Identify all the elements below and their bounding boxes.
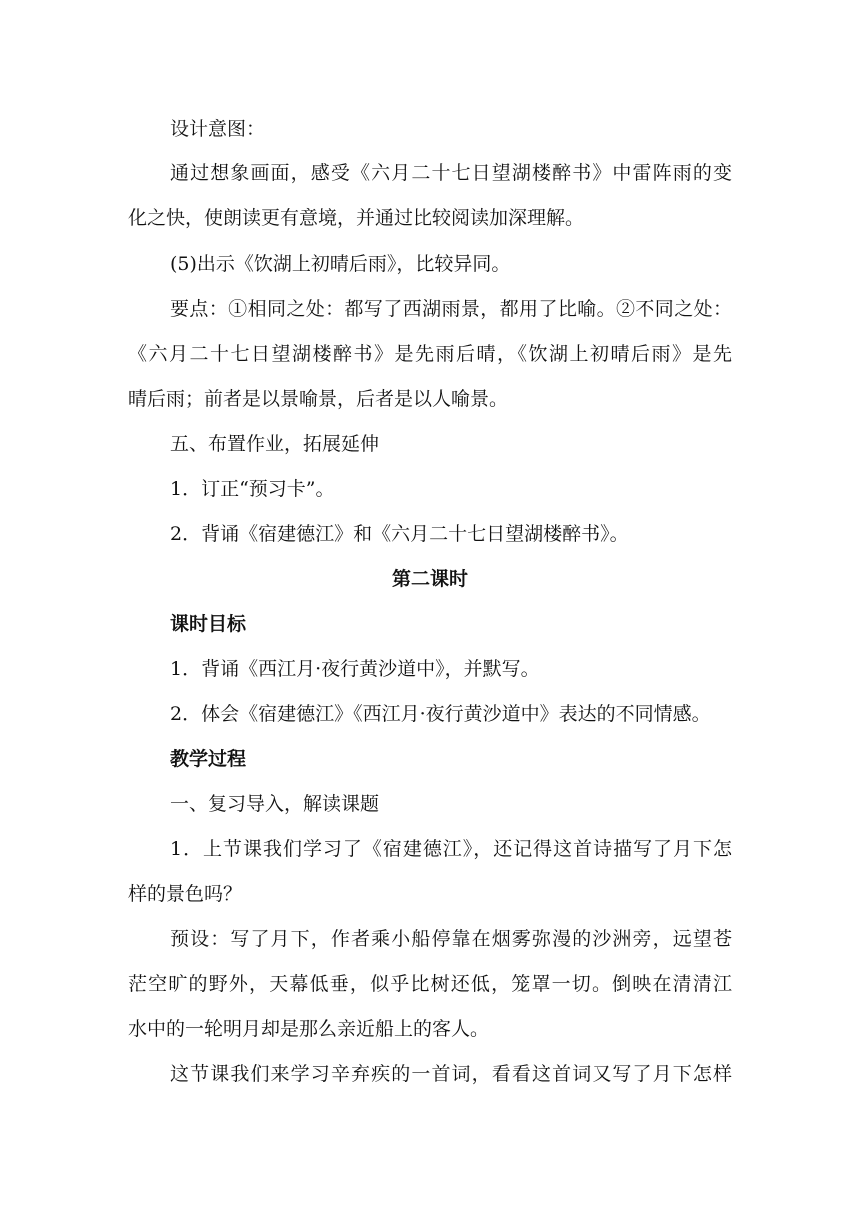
paragraph-preset-answer-line2: 茫空旷的野外，天幕低垂，似乎比树还低，笼罩一切。倒映在清清江 bbox=[128, 973, 732, 995]
section-heading-homework: 五、布置作业，拓展延伸 bbox=[170, 433, 380, 455]
paragraph-review-question-line2: 样的景色吗？ bbox=[128, 883, 243, 905]
list-item-homework-2: 2．背诵《宿建德江》和《六月二十七日望湖楼醉书》。 bbox=[170, 523, 629, 545]
lesson-title: 第二课时 bbox=[391, 568, 468, 590]
paragraph-key-points-line2: 《六月二十七日望湖楼醉书》是先雨后晴，《饮湖上初晴后雨》是先 bbox=[128, 343, 732, 365]
paragraph-preset-answer-line3: 水中的一轮明月却是那么亲近船上的客人。 bbox=[128, 1018, 490, 1040]
paragraph-key-points-line1: 要点：①相同之处：都写了西湖雨景，都用了比喻。②不同之处： bbox=[170, 298, 732, 320]
paragraph-key-points-line3: 晴后雨；前者是以景喻景，后者是以人喻景。 bbox=[128, 388, 509, 410]
paragraph-design-intent-line1: 通过想象画面，感受《六月二十七日望湖楼醉书》中雷阵雨的变 bbox=[170, 162, 732, 184]
heading-lesson-goals: 课时目标 bbox=[170, 613, 247, 635]
paragraph-review-question-line1: 1．上节课我们学习了《宿建德江》，还记得这首诗描写了月下怎 bbox=[170, 838, 732, 860]
section-heading-review: 一、复习导入，解读课题 bbox=[170, 793, 380, 815]
paragraph-step5: (5)出示《饮湖上初晴后雨》，比较异同。 bbox=[170, 253, 511, 275]
paragraph-intro-line1: 这节课我们来学习辛弃疾的一首词，看看这首词又写了月下怎样 bbox=[170, 1063, 732, 1085]
list-item-homework-1: 1．订正“预习卡”。 bbox=[170, 478, 335, 500]
paragraph-design-intent-label: 设计意图： bbox=[170, 118, 266, 140]
paragraph-design-intent-line2: 化之快，使朗读更有意境，并通过比较阅读加深理解。 bbox=[128, 207, 585, 229]
paragraph-preset-answer-line1: 预设：写了月下，作者乘小船停靠在烟雾弥漫的沙洲旁，远望苍 bbox=[170, 928, 732, 950]
heading-teaching-process: 教学过程 bbox=[170, 748, 247, 770]
list-item-goal-1: 1．背诵《西江月·夜行黄沙道中》，并默写。 bbox=[170, 658, 540, 680]
list-item-goal-2: 2．体会《宿建德江》《西江月·夜行黄沙道中》表达的不同情感。 bbox=[170, 703, 711, 725]
